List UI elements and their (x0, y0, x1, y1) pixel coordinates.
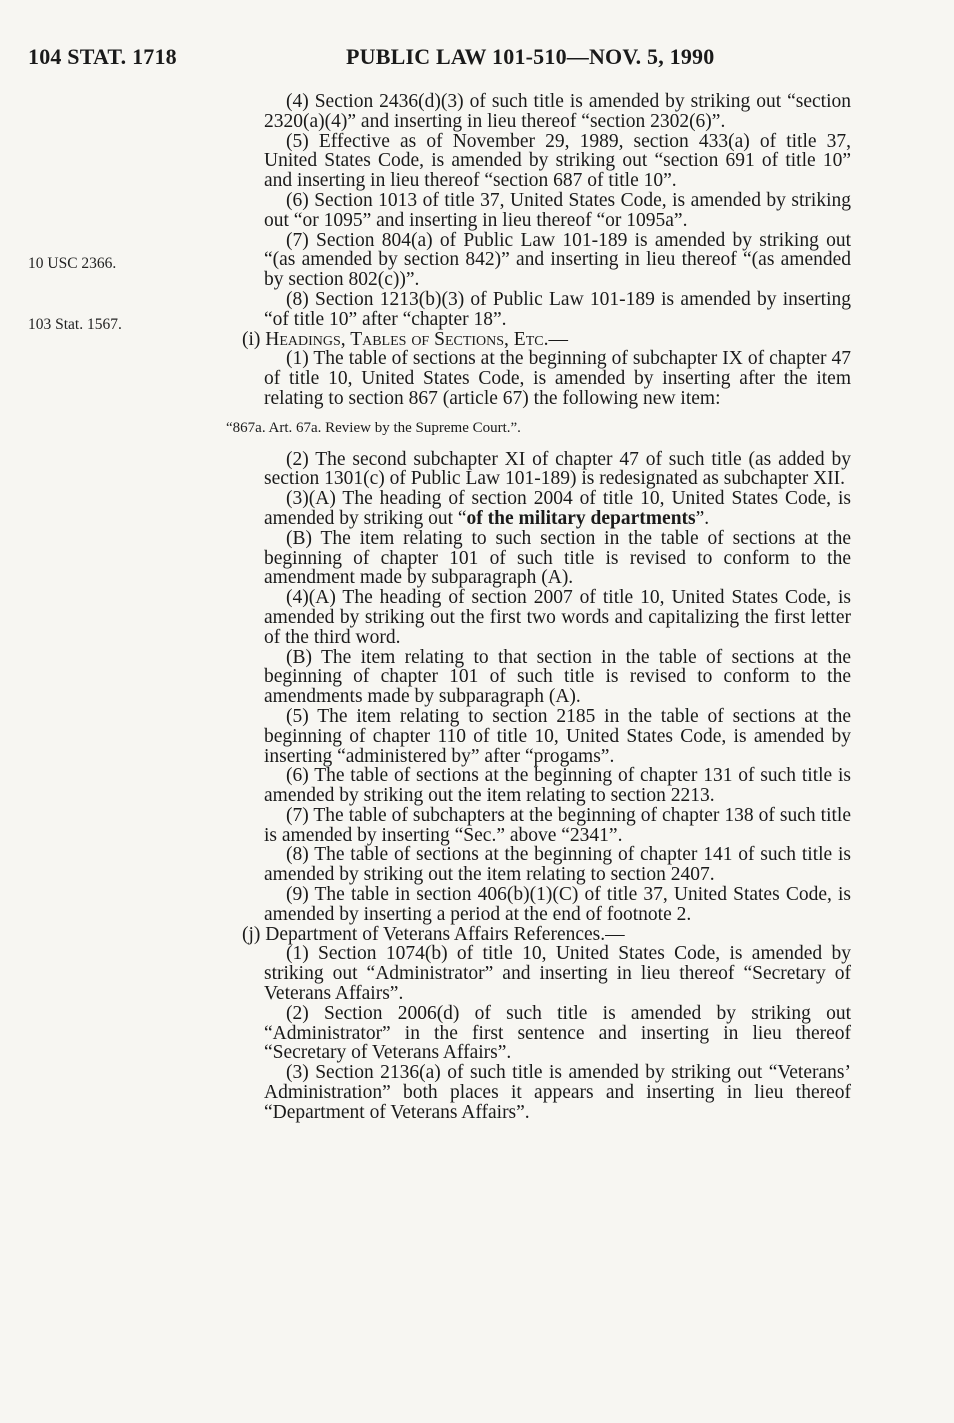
margin-note-usc: 10 USC 2366. (28, 255, 117, 272)
subsection-i-paragraph-5: (5) The item relating to section 2185 in the table of sections at the beginning of chapter 110 of title 10, United States Code, is amended by inserting “administered by” after “progams”. (264, 705, 851, 767)
paragraph-7: (7) Section 804(a) of Public Law 101-189 is amended by striking out “(as amended by section 842)” and inserting in lieu thereof “(as amended by section 802(c))”. (264, 229, 851, 291)
subsection-i-label: (i) (242, 328, 266, 350)
subsection-j-paragraph-1: (1) Section 1074(b) of title 10, United States Code, is amended by striking out “Administrator” and inserting in lieu thereof “Secretary of Veterans Affairs”. (264, 943, 851, 1005)
stat-page-number: 104 STAT. 1718 (28, 44, 177, 69)
subsection-i-title: Headings, Tables of Sections, Etc.— (265, 328, 568, 350)
paragraph-8: (8) Section 1213(b)(3) of Public Law 101-189 is amended by inserting “of title 10” after “chapter 18”. (264, 288, 851, 330)
subsection-i-paragraph-9: (9) The table in section 406(b)(1)(C) of title 37, United States Code, is amended by inserting a period at the end of footnote 2. (264, 884, 851, 925)
para-3a-bold-heading: of the military departments (466, 507, 696, 529)
subsection-i-paragraph-1: (1) The table of sections at the beginning of subchapter IX of chapter 47 of title 10, United States Code, is amended by inserting after the item relating to section 867 (article 67) the following new item: (264, 348, 851, 409)
subsection-i-paragraph-2: (2) The second subchapter XI of chapter 47 of such title (as added by section 1301(c) of Public Law 101-189) is redesignated as subchapter XII. (264, 448, 851, 490)
subsection-j-paragraph-2: (2) Section 2006(d) of such title is amended by striking out “Administrator” in the first sentence and inserting in lieu thereof “Secretary of Veterans Affairs”. (264, 1002, 851, 1064)
paragraph-4: (4) Section 2436(d)(3) of such title is amended by striking out “section 2320(a)(4)” and inserting in lieu thereof “section 2302(6)”. (264, 91, 851, 132)
subsection-i-paragraph-3b: (B) The item relating to such section in the table of sections at the beginning of chapter 101 of such title is revised to conform to the amendment made by subparagraph (A). (264, 527, 851, 589)
public-law-title: PUBLIC LAW 101-510—NOV. 5, 1990 (346, 44, 715, 69)
margin-note-stat: 103 Stat. 1567. (28, 316, 122, 333)
subsection-i-paragraph-6: (6) The table of sections at the beginning of chapter 131 of such title is amended by striking out the item relating to section 2213. (264, 765, 851, 807)
paragraph-6: (6) Section 1013 of title 37, United States Code, is amended by striking out “or 1095” and inserting in lieu thereof “or 1095a”. (264, 189, 851, 231)
subsection-j-heading: (j) Department of Veterans Affairs References.— (242, 923, 625, 945)
subsection-i-paragraph-4b: (B) The item relating to that section in the table of sections at the beginning of chapter 101 of such title is revised to conform to the amendments made by subparagraph (A). (264, 646, 851, 708)
paragraph-5: (5) Effective as of November 29, 1989, section 433(a) of title 37, United States Code, is amended by striking out “section 691 of title 10” and inserting in lieu thereof “section 687 of title 10”. (264, 130, 851, 192)
page-header (28, 44, 928, 74)
statute-body (226, 91, 851, 1123)
subsection-i-paragraph-8: (8) The table of sections at the beginning of chapter 141 of such title is amended by striking out the item relating to section 2407. (264, 844, 851, 886)
subsection-i-paragraph-7: (7) The table of subchapters at the beginning of chapter 138 of such title is amended by inserting “Sec.” above “2341”. (264, 804, 851, 846)
para-3a-text: (3)(A) The heading of section 2004 of title 10, United States Code, is amended by striking out “ (264, 488, 851, 529)
subsection-i-heading (242, 330, 851, 350)
para-3a-end: ”. (695, 507, 710, 529)
inserted-item-quote: “867a. Art. 67a. Review by the Supreme Court.”. (226, 419, 521, 436)
subsection-j-paragraph-3: (3) Section 2136(a) of such title is amended by striking out “Veterans’ Administration” both places it appears and inserting in lieu thereof “Department of Veterans Affairs”. (264, 1062, 851, 1123)
subsection-i-paragraph-4a: (4)(A) The heading of section 2007 of title 10, United States Code, is amended by striking out the first two words and capitalizing the first letter of the third word. (264, 587, 851, 648)
subsection-i-paragraph-3a (264, 489, 851, 529)
